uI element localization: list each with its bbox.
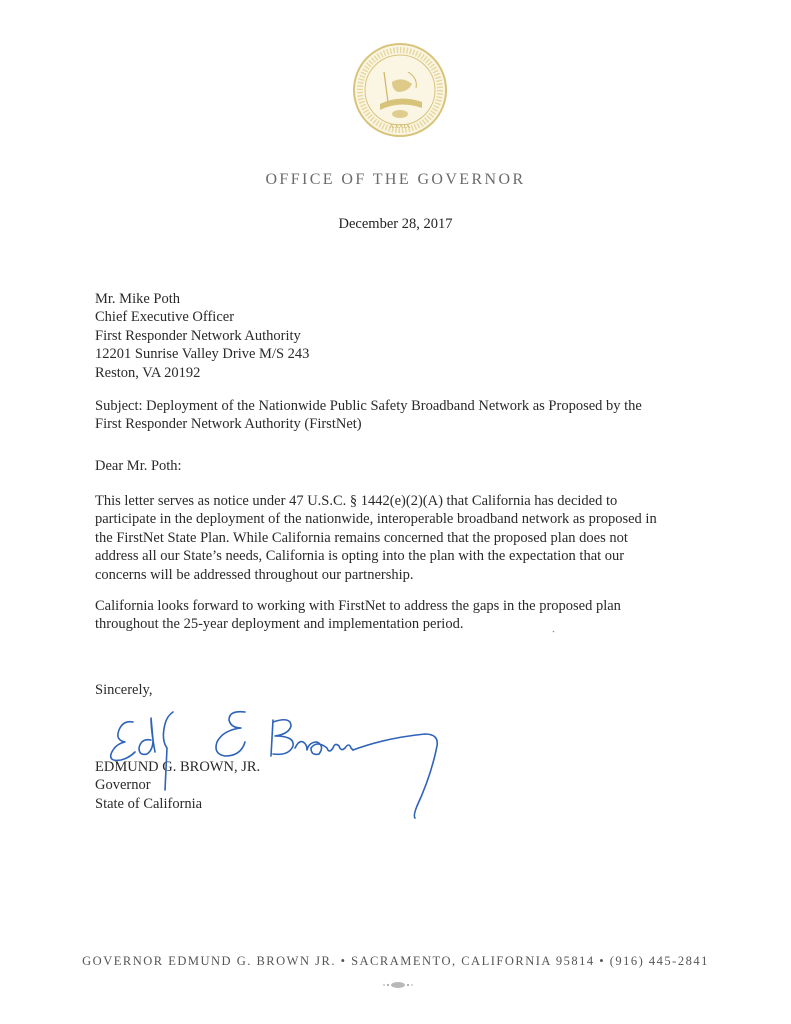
signer-title: Governor (95, 777, 151, 794)
subject-line (95, 397, 735, 434)
body-line: address all our State’s needs, California is opting into the plan with the expectation that our (95, 548, 625, 565)
body-paragraph-1 (95, 492, 735, 584)
closing: Sincerely, (95, 682, 153, 698)
body-line: This letter serves as notice under 47 U.S.C. § 1442(e)(2)(A) that California has decided to (95, 493, 618, 509)
body-line: California looks forward to working with FirstNet to address the gaps in the proposed plan (95, 598, 621, 614)
letterhead-office-title: OFFICE OF THE GOVERNOR (265, 171, 526, 188)
body-line: the FirstNet State Plan. While California remains concerned that the proposed plan does not (95, 529, 628, 546)
signer-name: EDMUND G. BROWN, JR. (95, 759, 261, 775)
recipient-street: 12201 Sunrise Valley Drive M/S 243 (95, 346, 310, 363)
recipient-organization: First Responder Network Authority (95, 327, 301, 344)
signer-state: State of California (95, 795, 203, 812)
body-line: participate in the deployment of the nationwide, interoperable broadband network as proposed in (95, 511, 657, 528)
letterhead-footer: GOVERNOR EDMUND G. BROWN JR. • SACRAMENTO, CALIFORNIA 95814 • (916) 445-2841 (82, 954, 709, 968)
handwritten-signature (95, 690, 455, 820)
recipient-address (95, 290, 309, 382)
body-line: throughout the 25-year deployment and implementation period. (95, 616, 464, 633)
recipient-title: Chief Executive Officer (95, 309, 235, 326)
letter-date: December 28, 2017 (338, 216, 453, 232)
state-seal-logo (352, 42, 448, 138)
body-line: concerns will be addressed throughout our partnership. (95, 566, 414, 583)
recipient-name: Mr. Mike Poth (95, 291, 180, 307)
recipient-city: Reston, VA 20192 (95, 364, 201, 381)
subject-line-1: Subject: Deployment of the Nationwide Public Safety Broadband Network as Proposed by the (95, 398, 642, 414)
scan-speck (552, 630, 555, 633)
body-paragraph-2 (95, 597, 735, 634)
subject-line-2: First Responder Network Authority (FirstNet) (95, 416, 362, 433)
seal-motto: XXXIX (389, 123, 411, 130)
salutation: Dear Mr. Poth: (95, 458, 182, 474)
footer-ornament-icon (380, 980, 416, 990)
